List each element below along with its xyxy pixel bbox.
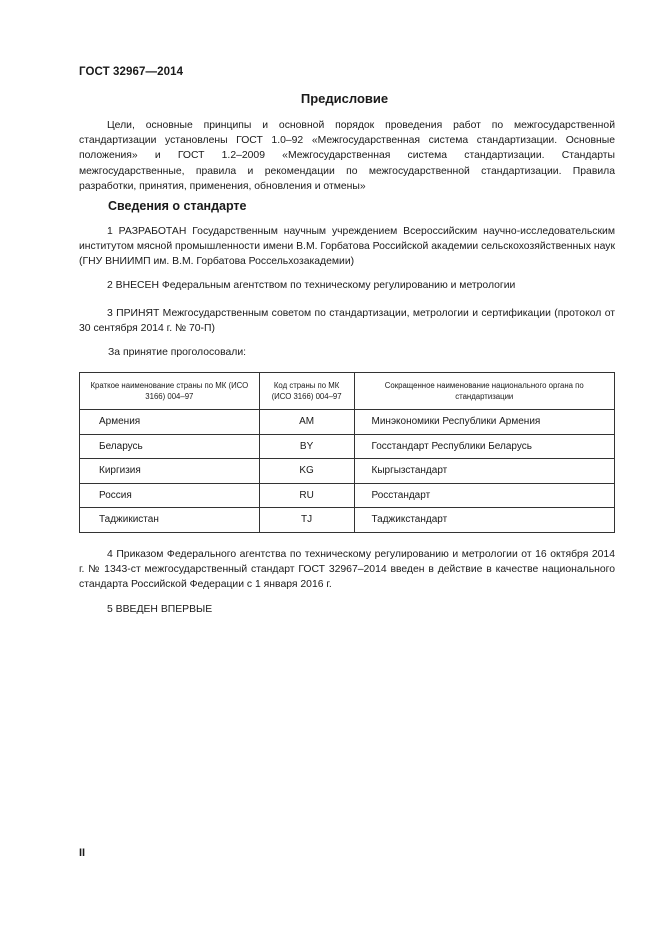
preface-title: Предисловие (300, 91, 389, 106)
country-code: BY (259, 434, 354, 459)
standards-body: Минэкономики Республики Армения (354, 410, 615, 435)
country-code: RU (259, 483, 354, 508)
country-code: KG (259, 459, 354, 484)
standards-body: Госстандарт Республики Беларусь (354, 434, 615, 459)
country-code: AM (259, 410, 354, 435)
page-number: II (79, 847, 86, 859)
table-row (80, 434, 615, 459)
header-country-name: Краткое наименование страны по МК (ИСО 3166) 004–97 (80, 373, 260, 410)
info-item-1: 1 РАЗРАБОТАН Государственным научным учреждением Всероссийским научно-исследовательским институтом мясной промышленности имени В.М. Горбатова Российской академии сельскохозяйственных наук (ГНУ ВНИИМП им. В.М. Горбатова Россельхозакадемии) (79, 226, 615, 268)
standards-body: Кыргызстандарт (354, 459, 615, 484)
country-name: Россия (80, 483, 260, 508)
table-row (80, 459, 615, 484)
country-name: Беларусь (80, 434, 260, 459)
info-item-2: 2 ВНЕСЕН Федеральным агентством по техническому регулированию и метрологии (107, 280, 516, 291)
standards-body: Таджикстандарт (354, 508, 615, 533)
table-row (80, 410, 615, 435)
info-item-5: 5 ВВЕДЕН ВПЕРВЫЕ (107, 604, 213, 615)
standards-body: Росстандарт (354, 483, 615, 508)
country-code: TJ (259, 508, 354, 533)
country-name: Киргизия (80, 459, 260, 484)
country-name: Армения (80, 410, 260, 435)
header-standards-body: Сокращенное наименование национального органа по стандартизации (354, 373, 615, 410)
document-code: ГОСТ 32967—2014 (79, 66, 184, 78)
table-header-row (80, 373, 615, 410)
header-country-code: Код страны по МК (ИСО 3166) 004–97 (259, 373, 354, 410)
vote-label: За принятие проголосовали: (108, 347, 247, 358)
table-row (80, 508, 615, 533)
preface-text: Цели, основные принципы и основной порядок проведения работ по межгосударственной стандартизации установлены ГОСТ 1.0–92 «Межгосударственная система стандартизации. Основные положения» и ГОСТ 1.2–2009 «Межгосударственная система стандартизации. Стандарты межгосударственные, правила и рекомендации по межгосударственной стандартизации. Правила разработки, принятия, применения, обновления и отмены» (79, 120, 615, 192)
info-item-4: 4 Приказом Федерального агентства по техническому регулированию и метрологии от 16 октября 2014 г. № 1343-ст межгосударственный стандарт ГОСТ 32967–2014 введен в действие в качестве национального стандарта Российской Федерации с 1 января 2016 г. (79, 549, 615, 591)
info-item-3: 3 ПРИНЯТ Межгосударственным советом по стандартизации, метрологии и сертификации (протокол от 30 сентября 2014 г. № 70-П) (79, 308, 615, 335)
countries-table (79, 372, 615, 533)
section-title: Сведения о стандарте (108, 199, 247, 213)
country-name: Таджикистан (80, 508, 260, 533)
table-row (80, 483, 615, 508)
